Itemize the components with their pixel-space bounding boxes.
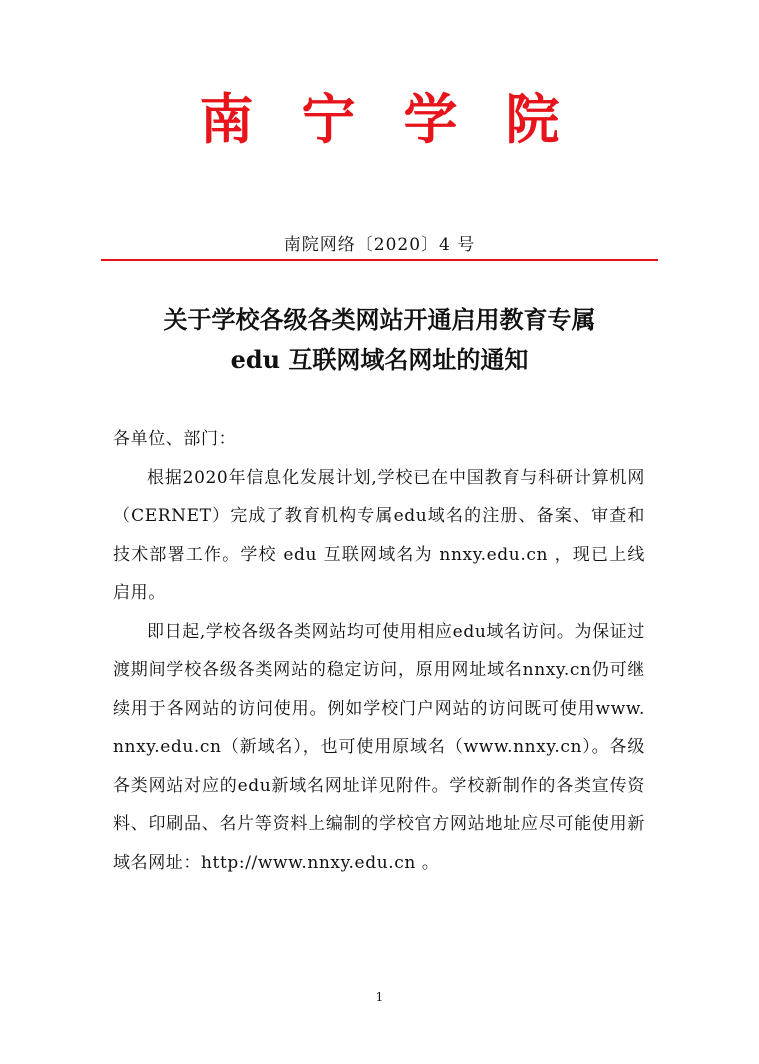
notice-title	[100, 300, 659, 380]
notice-title-line-2: edu 互联网域名网址的通知	[230, 345, 529, 374]
body-paragraph-1: 根据2020年信息化发展计划,学校已在中国教育与科研计算机网（CERNET）完成了教育机构专属edu域名的注册、备案、审查和技术部署工作。学校 edu 互联网域名为 nnxy.edu.cn ，现已上线启用。	[113, 467, 645, 603]
body-paragraph-2: 即日起,学校各级各类网站均可使用相应edu域名访问。为保证过渡期间学校各级各类网站的稳定访问，原用网址域名nnxy.cn仍可继续用于各网站的访问使用。例如学校门户网站的访问既可使用www.nnxy.edu.cn（新域名），也可使用原域名（www.nnxy.cn）。各级各类网站对应的edu新域名网址详见附件。学校新制作的各类宣传资料、印刷品、名片等资料上编制的学校官方网站地址应尽可能使用新域名网址：http://www.nnxy.edu.cn 。	[113, 621, 645, 873]
salutation: 各单位、部门：	[113, 429, 237, 449]
notice-body	[113, 420, 645, 882]
document-number: 南院网络〔2020〕4 号	[283, 235, 476, 255]
red-divider-line	[101, 259, 658, 261]
page-number: 1	[375, 990, 384, 1004]
organization-header: 南宁学院	[199, 87, 608, 151]
notice-title-line-1: 关于学校各级各类网站开通启用教育专属	[163, 305, 596, 334]
